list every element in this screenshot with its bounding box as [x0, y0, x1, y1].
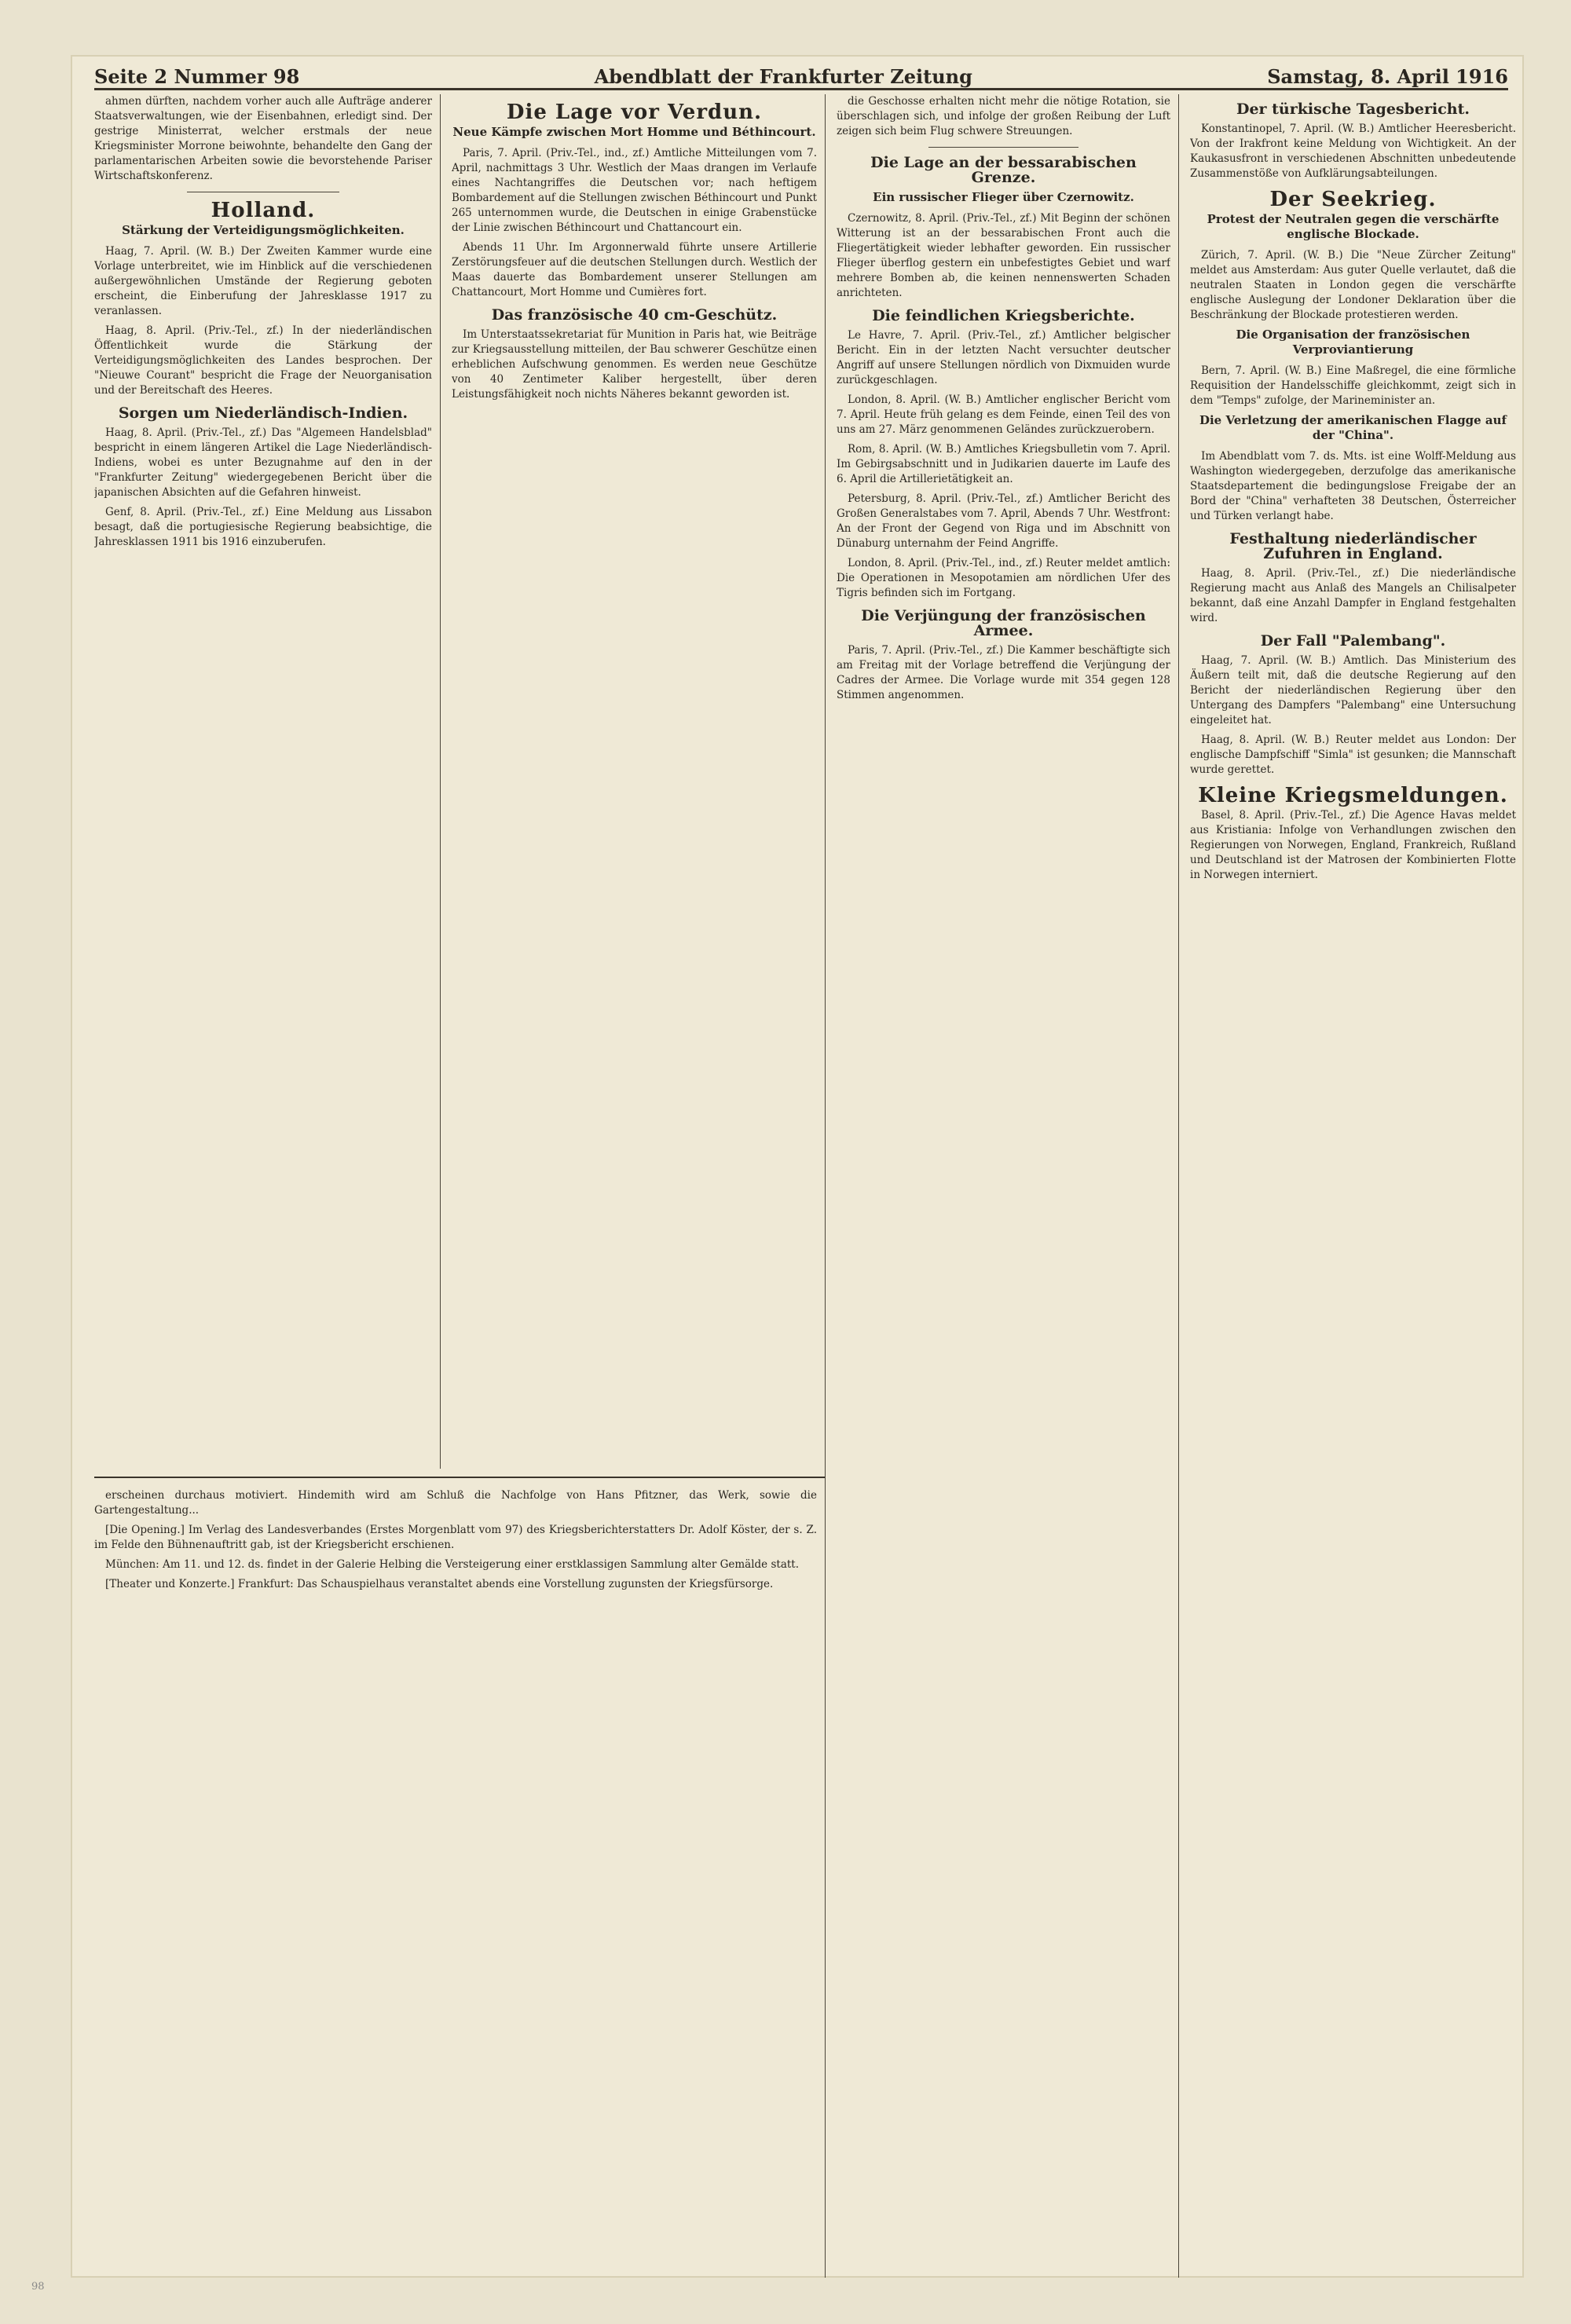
headline-kriegsberichte: Die feindlichen Kriegsberichte.: [872, 307, 1135, 324]
feuilleton-rule: [94, 1477, 825, 1478]
headline-palembang: Der Fall "Palembang".: [1260, 632, 1446, 650]
column-2: [452, 94, 817, 1469]
column-rule: [440, 94, 441, 1469]
newspaper-title: Abendblatt der Frankfurter Zeitung: [594, 65, 972, 88]
feuilleton: [94, 1488, 817, 2227]
paragraph: Genf, 8. April. (Priv.-Tel., zf.) Eine Meldung aus Lissabon besagt, daß die portugiesische Regierung beabsichtige, die Jahresklassen 1911 bis 1916 einzuberufen.: [94, 506, 432, 548]
subheadline: Ein russischer Flieger über Czernowitz.: [873, 190, 1134, 204]
headline-verdun: Die Lage vor Verdun.: [506, 101, 763, 124]
paragraph: Zürich, 7. April. (W. B.) Die "Neue Zürcher Zeitung" meldet aus Amsterdam: Aus guter Quelle verlautet, daß die neutralen Staaten in London gegen die verschärfte englische Auslegung der Londoner Deklaration über die Beschränkung der Blockade protestieren werden.: [1190, 249, 1516, 321]
paragraph: Haag, 7. April. (W. B.) Amtlich. Das Ministerium des Äußern teilt mit, daß die deutsche Regierung auf den Bericht der niederländischen Regierung über den Untergang des Dampfers "Palembang" eine Untersuchung eingeleitet hat.: [1190, 654, 1516, 726]
paragraph: London, 8. April. (W. B.) Amtlicher englischer Bericht vom 7. April. Heute früh gelang es dem Feinde, einen Teil des von uns am 27. März genommenen Geländes zurückzuerobern.: [837, 393, 1170, 436]
paragraph: Im Abendblatt vom 7. ds. Mts. ist eine Wolff-Meldung aus Washington wiedergegeben, derzufolge das amerikanische Staatsdepartement die bedingungslose Freigabe der an Bord der "China" verhafteten 38 Deutschen, Österreicher und Türken verlangt habe.: [1190, 450, 1516, 522]
headline-indien: Sorgen um Niederländisch-Indien.: [118, 404, 408, 422]
paragraph: Le Havre, 7. April. (Priv.-Tel., zf.) Amtlicher belgischer Bericht. Ein in der letzten Nacht versuchter deutscher Angriff auf unsere Stellungen nördlich von Dixmuiden wurde zurückgeschlagen.: [837, 329, 1170, 386]
column-rule: [825, 94, 826, 2278]
paragraph: Haag, 7. April. (W. B.) Der Zweiten Kammer wurde eine Vorlage unterbreitet, wie im Hinblick auf die verschiedenen außergewöhnlichen Umstände der Regierung geboten erscheint, die Einberufung der Jahresklasse 1917 zu veranlassen.: [94, 245, 432, 317]
page-number: Seite 2 Nummer 98: [94, 65, 300, 88]
headline-seekrieg: Der Seekrieg.: [1269, 188, 1437, 211]
paragraph: München: Am 11. und 12. ds. findet in der Galerie Helbing die Versteigerung einer erstklassigen Sammlung alter Gemälde statt.: [105, 1558, 800, 1571]
paragraph: [Theater und Konzerte.] Frankfurt: Das Schauspielhaus veranstaltet abends eine Vorstellung zugunsten der Kriegsfürsorge.: [105, 1578, 774, 1590]
headline-tuerkisch: Der türkische Tagesbericht.: [1236, 101, 1470, 118]
article-intro: ahmen dürften, nachdem vorher auch alle Aufträge anderer Staatsverwaltungen, wie der Eisenbahnen, erledigt sind. Der gestrige Ministerrat, welcher erstmals der neue Kriegsminister Morrone beiwohnte, behandelte den Gang der parlamentarischen Arbeiten sowie die bevorstehende Pariser Wirtschaftskonferenz.: [94, 95, 432, 182]
divider: [928, 147, 1078, 148]
headline-china: Die Verletzung der amerikanischen Flagge auf der "China".: [1199, 413, 1507, 442]
paragraph: London, 8. April. (Priv.-Tel., ind., zf.) Reuter meldet amtlich: Die Operationen in Mesopotamien am nördlichen Ufer des Tigris befinden sich im Fortgang.: [837, 557, 1170, 599]
headline-holland: Holland.: [211, 199, 316, 222]
headline-kleine-meldungen: Kleine Kriegsmeldungen.: [1198, 784, 1508, 807]
paragraph: Petersburg, 8. April. (Priv.-Tel., zf.) Amtlicher Bericht des Großen Generalstabes vom 7. April, Abends 7 Uhr. Westfront: An der Front der Gegend von Riga und im Abschnitt von Dünaburg unternahm der Feind Angriffe.: [837, 492, 1170, 550]
paragraph: Basel, 8. April. (Priv.-Tel., zf.) Die Agence Havas meldet aus Kristiania: Infolge von Verhandlungen zwischen den Regierungen von Norwegen, England, Frankreich, Rußland und Deutschland ist der Matrosen der Kombinierten Flotte in Norwegen interniert.: [1190, 809, 1516, 881]
paragraph: Konstantinopel, 7. April. (W. B.) Amtlicher Heeresbericht. Von der Irakfront keine Meldung von Wichtigkeit. An der Kaukasusfront in verschiedenen Abschnitten unbedeutende Zusammenstöße von Aufklärungsabteilungen.: [1190, 123, 1516, 180]
paragraph: Im Unterstaatssekretariat für Munition in Paris hat, wie Beiträge zur Kriegsausstellung mitteilen, der Bau schwerer Geschütze einen erheblichen Aufschwung genommen. Es werden neue Geschütze von 40 Zentimeter Kaliber hergestellt, über deren Leistungsfähigkeit noch nichts Näheres bekannt geworden ist.: [452, 328, 817, 401]
headline-verproviantierung: Die Organisation der französischen Verproviantierung: [1236, 328, 1470, 357]
subheadline: Neue Kämpfe zwischen Mort Homme und Béthincourt.: [452, 125, 816, 139]
paragraph: Abends 11 Uhr. Im Argonnerwald führte unsere Artillerie Zerstörungsfeuer auf die deutschen Stellungen durch. Westlich der Maas dauerte das Bombardement unserer Stellungen am Chattancourt, Mort Homme und Cumières fort.: [452, 241, 817, 298]
paragraph: Haag, 8. April. (Priv.-Tel., zf.) Die niederländische Regierung macht aus Anlaß des Mangels an Chilisalpeter bekannt, daß eine Anzahl Dampfer in England festgehalten wird.: [1190, 567, 1516, 624]
subheadline: Protest der Neutralen gegen die verschärfte englische Blockade.: [1207, 212, 1500, 241]
issue-date: Samstag, 8. April 1916: [1267, 65, 1508, 88]
paragraph: Haag, 8. April. (Priv.-Tel., zf.) In der niederländischen Öffentlichkeit wurde die Stärkung der Verteidigungsmöglichkeiten des Landes besprochen. Der "Nieuwe Courant" bespricht die Frage der Neuorganisation und der Bereitschaft des Heeres.: [94, 324, 432, 397]
masthead: [94, 57, 1508, 90]
paragraph: Bern, 7. April. (W. B.) Eine Maßregel, die eine förmliche Requisition der Handelsschiffe gleichkommt, zeigt sich in dem "Temps" zufolge, der Marineminister an.: [1190, 364, 1516, 407]
subheadline: Stärkung der Verteidigungsmöglichkeiten.: [122, 223, 405, 237]
headline-zufuhren: Festhaltung niederländischer Zufuhren in England.: [1229, 530, 1477, 562]
column-3: [837, 94, 1170, 2278]
paragraph: Rom, 8. April. (W. B.) Amtliches Kriegsbulletin vom 7. April. Im Gebirgsabschnitt und in Judikarien dauerte im Laufe des 6. April die Artillerietätigkeit an.: [837, 443, 1170, 485]
paragraph: Czernowitz, 8. April. (Priv.-Tel., zf.) Mit Beginn der schönen Witterung ist an der bessarabischen Front auch die Fliegertätigkeit wieder lebhafter geworden. Ein russischer Flieger überflog gestern ein unbefestigtes Gebiet und warf mehrere Bomben ab, die keinen nennenswerten Schaden anrichteten.: [837, 212, 1170, 299]
margin-stamp: 98: [31, 2281, 45, 2293]
paragraph: die Geschosse erhalten nicht mehr die nötige Rotation, sie überschlagen sich, und infolge der großen Reibung der Luft zeigen sich beim Flug schwere Streuungen.: [837, 95, 1170, 137]
paragraph: Paris, 7. April. (Priv.-Tel., ind., zf.) Amtliche Mitteilungen vom 7. April, nachmittags 3 Uhr. Westlich der Maas drangen im Verlaufe eines Nachtangriffes die Deutschen vor; nach heftigem Bombardement auf die Stellungen zwischen Béthincourt und Punkt 265 unternommen wurde, die Deutschen in einige Grabenstücke der Linie zwischen Béthincourt und Chattancourt ein.: [452, 147, 817, 234]
column-rule: [1178, 94, 1179, 2278]
column-4: [1190, 94, 1516, 2278]
paragraph: Haag, 8. April. (Priv.-Tel., zf.) Das "Algemeen Handelsblad" bespricht in einem längeren Artikel die Lage Niederländisch-Indiens, wobei es unter Bezugnahme auf den in der "Frankfurter Zeitung" wiedergegebenen Bericht über die japanischen Absichten auf die Gefahren hinweist.: [94, 426, 432, 499]
paragraph: Paris, 7. April. (Priv.-Tel., zf.) Die Kammer beschäftigte sich am Freitag mit der Vorlage betreffend die Verjüngung der Cadres der Armee. Die Vorlage wurde mit 354 gegen 128 Stimmen angenommen.: [837, 644, 1170, 701]
paragraph: [Die Opening.] Im Verlag des Landesverbandes (Erstes Morgenblatt vom 97) des Kriegsberichterstatters Dr. Adolf Köster, der s. Z. im Felde den Bühnenauftritt gab, ist der Kriegsbericht erschienen.: [94, 1524, 817, 1551]
paragraph: Haag, 8. April. (W. B.) Reuter meldet aus London: Der englische Dampfschiff "Simla" ist gesunken; die Mannschaft wurde gerettet.: [1190, 734, 1516, 776]
column-1: [94, 94, 432, 1469]
paragraph: erscheinen durchaus motiviert. Hindemith wird am Schluß die Nachfolge von Hans Pfitzner, das Werk, sowie die Gartengestaltung...: [94, 1489, 817, 1517]
headline-40cm: Das französische 40 cm-Geschütz.: [491, 306, 778, 324]
headline-verjuengung: Die Verjüngung der französischen Armee.: [861, 607, 1146, 639]
headline-bessarabien: Die Lage an der bessarabischen Grenze.: [870, 154, 1137, 186]
